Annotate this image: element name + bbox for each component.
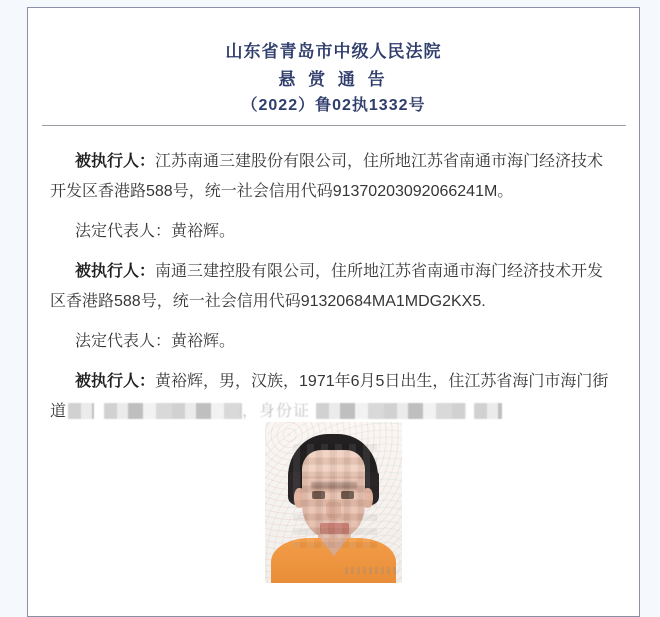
executee-label: 被执行人： <box>75 263 156 280</box>
executee-text: 南通三建控股有限公司，住所地江苏省南通市海门经济技术开发区香港路588号，统一社会信用代码91320684MA1MDG2KX5. <box>50 263 604 310</box>
photo-corner-marks <box>345 567 397 574</box>
paragraph-executee-company-2 <box>50 257 619 317</box>
executee-label: 被执行人： <box>75 153 156 170</box>
redacted-address-mosaic-1 <box>68 403 94 419</box>
redacted-line-prefix: 道 <box>50 403 67 420</box>
paragraph-executee-person <box>50 367 619 397</box>
document-header <box>28 8 639 115</box>
legal-rep-label: 法定代表人： <box>75 333 172 350</box>
case-number: （2022）鲁02执1332号 <box>241 97 426 114</box>
photo-right-eye <box>341 491 354 499</box>
photo-orange-shirt <box>271 538 396 583</box>
legal-rep-label: 法定代表人： <box>75 223 172 240</box>
legal-rep-text: 黄裕辉。 <box>171 333 236 350</box>
header-divider <box>42 125 626 126</box>
executee-text: 黄裕辉，男，汉族，1971年6月5日出生，住江苏省海门市海门街 <box>155 373 609 390</box>
notice-title: 悬 赏 通 告 <box>278 70 389 89</box>
redacted-ghost-text: ，身份证 <box>242 403 311 420</box>
paragraph-legal-representative-1 <box>50 217 619 247</box>
photo-left-eye <box>312 491 325 499</box>
executee-label: 被执行人： <box>75 373 156 390</box>
executee-id-photo <box>265 422 402 583</box>
photo-shirt-collar <box>314 538 354 556</box>
redacted-id-mosaic-1 <box>316 403 466 419</box>
paragraph-legal-representative-2 <box>50 327 619 357</box>
executee-text: 江苏南通三建股份有限公司，住所地江苏省南通市海门经济技术开发区香港路588号，统一社会信用代码91370203092066241M。 <box>50 153 604 200</box>
redacted-address-mosaic-2 <box>104 403 242 419</box>
reward-notice-document <box>27 7 640 617</box>
photo-nose-shadow <box>326 502 341 518</box>
court-name: 山东省青岛市中级人民法院 <box>225 42 442 61</box>
document-body <box>28 147 639 427</box>
legal-rep-text: 黄裕辉。 <box>171 223 236 240</box>
photo-brow-shadow <box>311 482 357 489</box>
paragraph-executee-company-1 <box>50 147 619 207</box>
redacted-id-mosaic-2 <box>474 403 502 419</box>
photo-mouth <box>320 523 349 534</box>
